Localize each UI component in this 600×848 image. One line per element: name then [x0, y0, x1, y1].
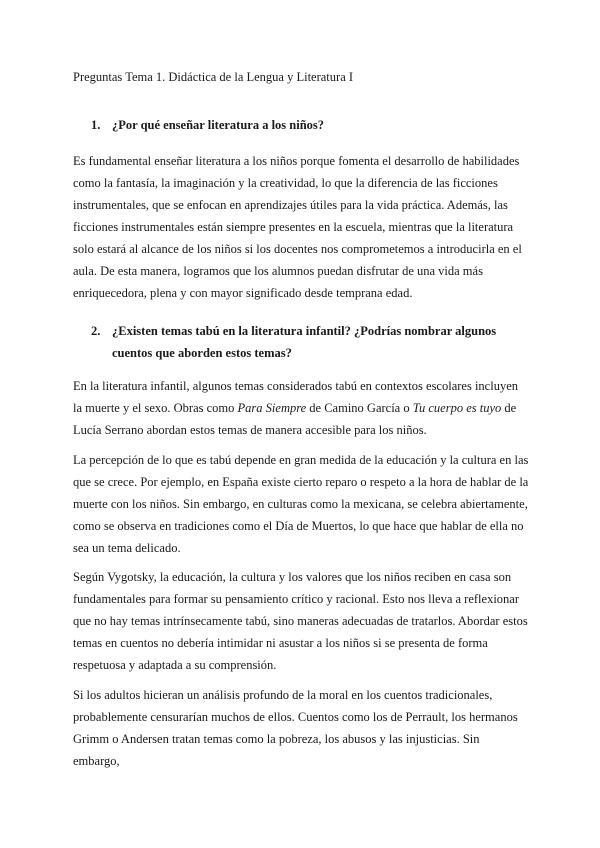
section-heading-text: ¿Existen temas tabú en la literatura infantil? ¿Podrías nombrar algunos cuentos que aborden estos temas?: [112, 324, 497, 360]
section-number: 2.: [91, 324, 101, 338]
text-run: En la literatura infantil, algunos temas considerados tabú en contextos escolares incluyen la muerte y el sexo. Obras como: [73, 379, 518, 415]
section-number: 1.: [91, 118, 101, 132]
paragraph: Si los adultos hicieran un análisis profundo de la moral en los cuentos tradicionales, probablemente censurarían muchos de ellos. Cuentos como los de Perrault, los hermanos Grimm o Andersen tratan temas como la pobreza, los abusos y las injusticias. Sin embargo,: [73, 688, 518, 768]
paragraph: Según Vygotsky, la educación, la cultura y los valores que los niños reciben en casa son fundamentales para formar su pensamiento crítico y racional. Esto nos lleva a reflexionar que no hay temas intrínsecamente tabú, sino maneras adecuadas de tratarlos. Abordar estos temas en cuentos no debería intimidar ni asustar a los niños si se presenta de forma respetuosa y adaptada a su comprensión.: [73, 570, 528, 672]
text-run: de Lucía Serrano abordan estos temas de manera accesible para los niños.: [73, 401, 517, 437]
book-title: Tu cuerpo es tuyo: [412, 401, 502, 415]
paragraph: Es fundamental enseñar literatura a los niños porque fomenta el desarrollo de habilidades como la fantasía, la imaginación y la creatividad, lo que la diferencia de las ficciones instrumentales, que se enfocan en aprendizajes útiles para la vida práctica. Además, las ficciones instrumentales están siempre presentes en la escuela, mientras que la literatura solo estará al alcance de los niños si los docentes nos comprometemos a introducirla en el aula. De esta manera, logramos que los alumnos puedan disfrutar de una vida más enriquecedora, plena y con mayor significado desde temprana edad.: [73, 154, 522, 300]
section-heading-text: ¿Por qué enseñar literatura a los niños?: [112, 118, 325, 132]
text-run: de Camino García o: [306, 401, 413, 415]
paragraph: [73, 375, 529, 441]
book-title: Para Siempre: [237, 401, 307, 415]
section-heading-2: [91, 320, 531, 364]
document-title: Preguntas Tema 1. Didáctica de la Lengua y Literatura I: [73, 70, 354, 84]
paragraph: La percepción de lo que es tabú depende en gran medida de la educación y la cultura en las que se crece. Por ejemplo, en España existe cierto reparo o respeto a la hora de hablar de la muerte con los niños. Sin embargo, en culturas como la mexicana, se celebra abiertamente, como se observa en tradiciones como el Día de Muertos, lo que hace que hablar de ella no sea un tema delicado.: [73, 453, 529, 555]
section-heading-1: [91, 114, 531, 136]
